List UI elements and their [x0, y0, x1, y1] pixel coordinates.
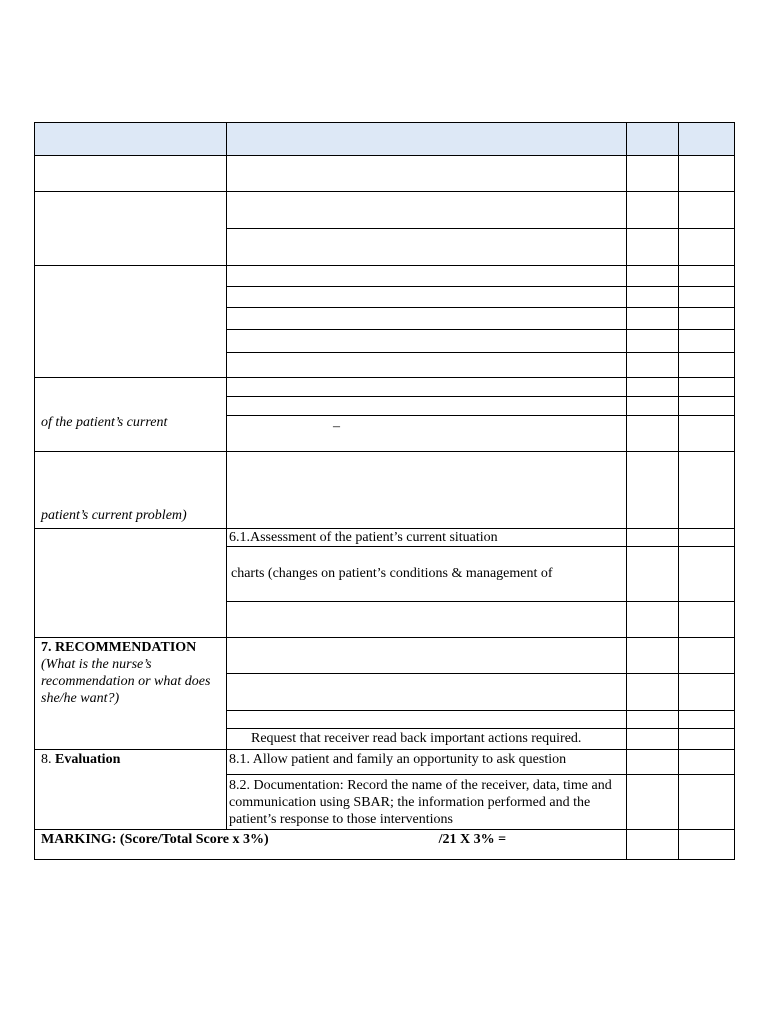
sbar-checklist-table: [34, 122, 735, 860]
table-row: [35, 378, 735, 397]
score-cell[interactable]: [627, 330, 679, 353]
criteria-cell: [227, 192, 627, 229]
score-cell[interactable]: [627, 830, 679, 860]
criteria-cell: [227, 638, 627, 674]
score-cell[interactable]: [679, 353, 735, 378]
header-cell: [35, 123, 227, 156]
score-cell[interactable]: [627, 775, 679, 830]
criteria-cell: [227, 547, 627, 602]
score-cell[interactable]: [679, 330, 735, 353]
table-row: [35, 638, 735, 674]
criteria-cell: [227, 156, 627, 192]
score-cell[interactable]: [627, 229, 679, 266]
score-cell[interactable]: [679, 830, 735, 860]
criteria-cell: [227, 229, 627, 266]
criteria-8-2: 8.2. Documentation: Record the name of the receiver, data, time and communication using SBAR; the information performed and the patient’s response to those interventions: [229, 778, 612, 827]
score-cell[interactable]: [679, 711, 735, 729]
score-cell[interactable]: [627, 287, 679, 308]
criteria-cell: [227, 308, 627, 330]
criteria-7-4: Request that receiver read back important actions required.: [251, 731, 582, 746]
section-4-description: of the patient’s current: [41, 415, 168, 430]
score-cell[interactable]: [679, 547, 735, 602]
criteria-cell: [227, 674, 627, 711]
score-cell[interactable]: [679, 529, 735, 547]
marking-cell: [35, 830, 627, 860]
score-cell[interactable]: [627, 674, 679, 711]
table-row: [35, 156, 735, 192]
table-row: [35, 452, 735, 529]
section-cell: [35, 452, 227, 529]
score-cell[interactable]: [679, 750, 735, 775]
score-cell[interactable]: [679, 638, 735, 674]
score-cell[interactable]: [679, 378, 735, 397]
score-cell[interactable]: [627, 638, 679, 674]
criteria-cell: [227, 287, 627, 308]
marking-label: MARKING: (Score/Total Score x 3%): [41, 832, 269, 847]
section-8-title: Evaluation: [55, 752, 121, 767]
score-cell[interactable]: [627, 266, 679, 287]
score-cell[interactable]: [627, 711, 679, 729]
score-cell[interactable]: [679, 156, 735, 192]
score-cell[interactable]: [627, 529, 679, 547]
score-cell[interactable]: [627, 397, 679, 416]
section-8-number: 8.: [41, 752, 55, 767]
score-cell[interactable]: [627, 750, 679, 775]
section-cell: [35, 378, 227, 452]
criteria-cell: [227, 529, 627, 547]
section-cell: [35, 529, 227, 638]
score-cell[interactable]: [627, 547, 679, 602]
score-cell[interactable]: [679, 229, 735, 266]
section-cell: [35, 192, 227, 266]
score-cell[interactable]: [627, 602, 679, 638]
score-cell[interactable]: [627, 353, 679, 378]
table-row: [35, 750, 735, 775]
score-cell[interactable]: [679, 674, 735, 711]
score-cell[interactable]: [679, 308, 735, 330]
score-cell[interactable]: [627, 378, 679, 397]
criteria-cell: [227, 353, 627, 378]
criteria-cell: [227, 266, 627, 287]
criteria-cell: [227, 330, 627, 353]
score-cell[interactable]: [679, 416, 735, 452]
score-cell[interactable]: [627, 156, 679, 192]
dash-mark: –: [333, 419, 340, 434]
header-cell: [679, 123, 735, 156]
table-row: [35, 529, 735, 547]
table-row: [35, 192, 735, 229]
score-cell[interactable]: [627, 416, 679, 452]
score-cell[interactable]: [679, 729, 735, 750]
criteria-cell: [227, 711, 627, 729]
section-cell: [35, 638, 227, 750]
table-header-row: [35, 123, 735, 156]
section-cell: [35, 266, 227, 378]
score-cell[interactable]: [627, 308, 679, 330]
marking-formula: /21 X 3% =: [438, 832, 507, 847]
score-cell[interactable]: [627, 729, 679, 750]
score-cell[interactable]: [679, 287, 735, 308]
score-cell[interactable]: [627, 452, 679, 529]
score-cell[interactable]: [679, 192, 735, 229]
score-cell[interactable]: [679, 775, 735, 830]
score-cell[interactable]: [627, 192, 679, 229]
criteria-cell: [227, 397, 627, 416]
table-row: [35, 266, 735, 287]
header-cell: [227, 123, 627, 156]
criteria-6-1: 6.1.Assessment of the patient’s current situation: [229, 530, 498, 545]
score-cell[interactable]: [679, 397, 735, 416]
section-cell: [35, 156, 227, 192]
criteria-cell: [227, 729, 627, 750]
header-cell: [627, 123, 679, 156]
criteria-cell: [227, 775, 627, 830]
section-7-title: 7. RECOMMENDATION: [41, 640, 197, 655]
score-cell[interactable]: [679, 452, 735, 529]
criteria-8-1: 8.1. Allow patient and family an opportunity to ask question: [229, 752, 567, 767]
section-5-description: patient’s current problem): [41, 508, 187, 523]
criteria-6-2: charts (changes on patient’s conditions & management of: [231, 566, 553, 581]
criteria-cell: [227, 378, 627, 397]
marking-row: [35, 830, 735, 860]
criteria-cell: [227, 416, 627, 452]
section-cell: [35, 750, 227, 830]
criteria-cell: [227, 750, 627, 775]
criteria-cell: [227, 602, 627, 638]
section-7-description: (What is the nurse’s recommendation or what does she/he want?): [41, 657, 211, 706]
score-cell[interactable]: [679, 266, 735, 287]
score-cell[interactable]: [679, 602, 735, 638]
criteria-cell: [227, 452, 627, 529]
